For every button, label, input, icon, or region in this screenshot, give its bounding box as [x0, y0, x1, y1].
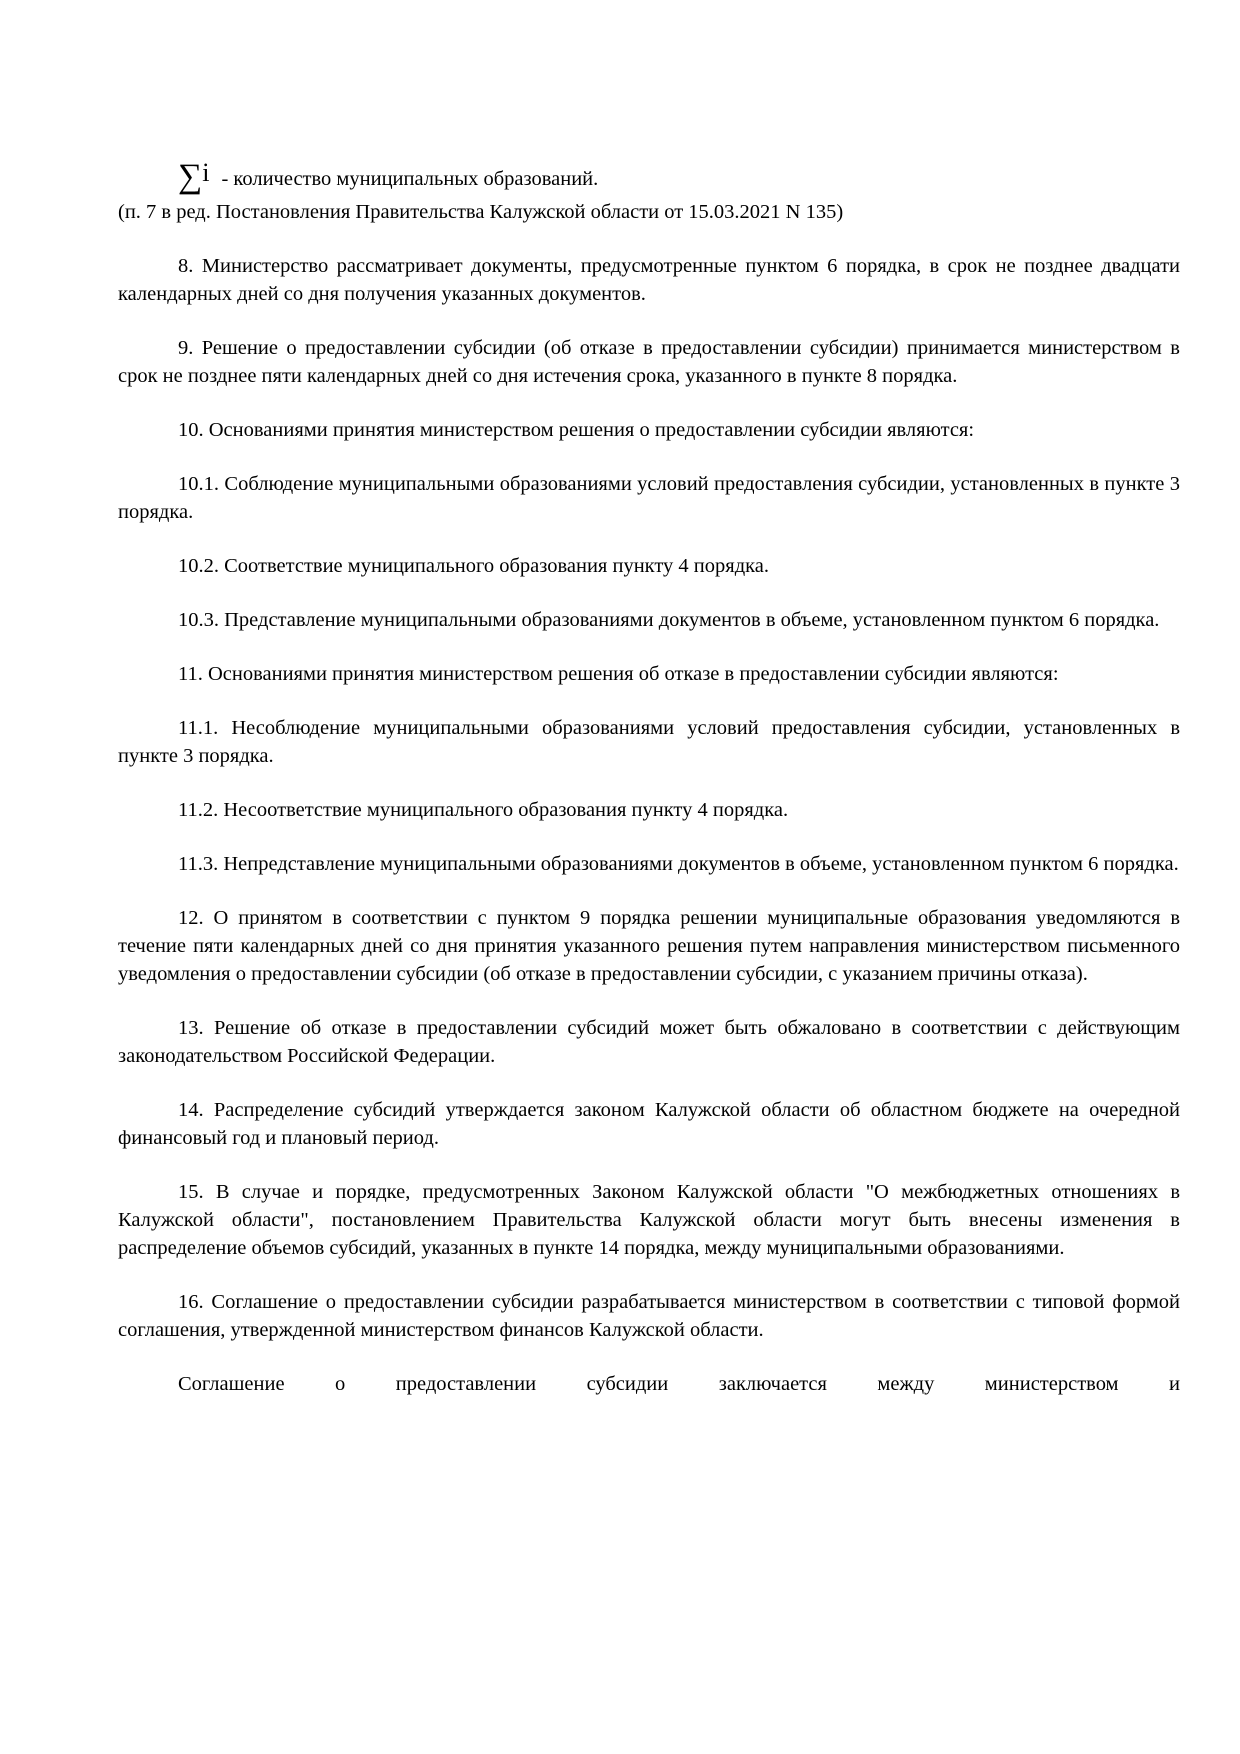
paragraph-11-1: 11.1. Несоблюдение муниципальными образованиями условий предоставления субсидии, установленных в пункте 3 порядка. — [118, 717, 1180, 767]
paragraph-16: 16. Соглашение о предоставлении субсидии разрабатывается министерством в соответствии с типовой формой соглашения, утвержденной министерством финансов Калужской области. — [118, 1291, 1180, 1341]
sum-index: i — [202, 158, 210, 187]
paragraph-9: 9. Решение о предоставлении субсидии (об отказе в предоставлении субсидии) принимается министерством в срок не позднее пяти календарных дней со дня истечения срока, указанного в пункте 8 порядка. — [118, 337, 1180, 387]
paragraph-11: 11. Основаниями принятия министерством решения об отказе в предоставлении субсидии являются: — [178, 663, 1059, 685]
paragraph-10-2: 10.2. Соответствие муниципального образования пункту 4 порядка. — [178, 555, 769, 577]
amendment-note: (п. 7 в ред. Постановления Правительства Калужской области от 15.03.2021 N 135) — [118, 201, 844, 223]
paragraph-11-3: 11.3. Непредставление муниципальными образованиями документов в объеме, установленном пунктом 6 порядка. — [178, 853, 1179, 875]
sum-symbol: ∑ — [178, 158, 203, 195]
formula-text: - количество муниципальных образований. — [221, 168, 599, 190]
paragraph-8: 8. Министерство рассматривает документы, предусмотренные пунктом 6 порядка, в срок не позднее двадцати календарных дней со дня получения указанных документов. — [118, 255, 1180, 305]
paragraph-agreement: Соглашение о предоставлении субсидии заключается между министерством и — [178, 1373, 1180, 1395]
paragraph-14: 14. Распределение субсидий утверждается законом Калужской области об областном бюджете на очередной финансовый год и плановый период. — [118, 1099, 1180, 1149]
document-page — [118, 160, 1180, 1424]
paragraph-10: 10. Основаниями принятия министерством решения о предоставлении субсидии являются: — [178, 419, 975, 441]
formula-definition — [178, 160, 1180, 198]
paragraph-10-3: 10.3. Представление муниципальными образованиями документов в объеме, установленном пунктом 6 порядка. — [178, 609, 1160, 631]
paragraph-11-2: 11.2. Несоответствие муниципального образования пункту 4 порядка. — [178, 799, 789, 821]
paragraph-12: 12. О принятом в соответствии с пунктом 9 порядка решении муниципальные образования уведомляются в течение пяти календарных дней со дня принятия указанного решения путем направления министерством письменного уведомления о предоставлении субсидии (об отказе в предоставлении субсидии, с указанием причины отказа). — [118, 907, 1180, 985]
paragraph-10-1: 10.1. Соблюдение муниципальными образованиями условий предоставления субсидии, установленных в пункте 3 порядка. — [118, 473, 1180, 523]
paragraph-15: 15. В случае и порядке, предусмотренных Законом Калужской области "О межбюджетных отношениях в Калужской области", постановлением Правительства Калужской области могут быть внесены изменения в распределение объемов субсидий, указанных в пункте 14 порядка, между муниципальными образованиями. — [118, 1181, 1180, 1259]
paragraph-13: 13. Решение об отказе в предоставлении субсидий может быть обжаловано в соответствии с действующим законодательством Российской Федерации. — [118, 1017, 1180, 1067]
